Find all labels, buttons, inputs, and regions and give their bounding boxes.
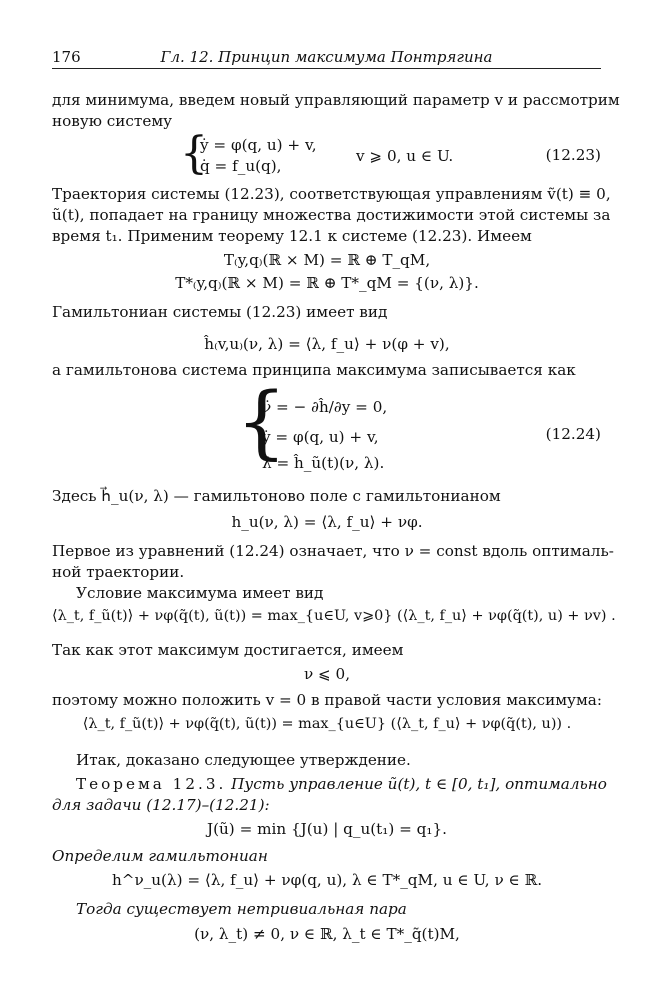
display-equation: h_u(ν, λ) = ⟨λ, f_u⟩ + νφ. xyxy=(231,513,423,531)
equation-line: ẏ = φ(q, u) + v, xyxy=(200,136,317,154)
equation-condition: v ⩾ 0, u ∈ U. xyxy=(356,147,454,165)
equation-number: (12.24) xyxy=(545,425,601,443)
text-line: Так как этот максимум достигается, имеем xyxy=(52,641,404,659)
text-line: Условие максимума имеет вид xyxy=(76,584,324,602)
equation-line: q̇ = f_u(q), xyxy=(200,157,282,175)
display-equation: T*₍y,q₎(ℝ × M) = ℝ ⊕ T*_qM = {(ν, λ)}. xyxy=(175,274,479,292)
text-line: Первое из уравнений (12.24) означает, что ν = const вдоль оптималь- xyxy=(52,542,614,560)
text-line: Здесь h⃗_u(ν, λ) — гамильтоново поле с гамильтонианом xyxy=(52,487,501,505)
theorem-text: Пусть управление ũ(t), t ∈ [0, t₁], оптимально xyxy=(231,775,607,793)
display-equation: ĥ₍v,u₎(ν, λ) = ⟨λ, f_u⟩ + ν(φ + v), xyxy=(204,335,450,353)
text-line: поэтому можно положить v = 0 в правой части условия максимума: xyxy=(52,691,602,709)
display-equation: T₍y,q₎(ℝ × M) = ℝ ⊕ T_qM, xyxy=(223,251,431,269)
text-line: для минимума, введем новый управляющий параметр v и рассмотрим xyxy=(52,91,620,109)
text-line: новую систему xyxy=(52,112,173,130)
equation-number: (12.23) xyxy=(545,146,601,164)
left-brace: { xyxy=(180,128,208,179)
theorem-line xyxy=(76,774,607,795)
display-equation: J(ũ) = min {J(u) | q_u(t₁) = q₁}. xyxy=(207,820,447,838)
text-line: Итак, доказано следующее утверждение. xyxy=(76,751,411,769)
running-header xyxy=(52,44,601,69)
theorem-text: Тогда существует нетривиальная пара xyxy=(76,900,407,918)
theorem-text: для задачи (12.17)–(12.21): xyxy=(52,796,270,814)
text-line: Гамильтониан системы (12.23) имеет вид xyxy=(52,303,388,321)
text-line: Траектория системы (12.23), соответствующая управлениям ṽ(t) ≡ 0, xyxy=(52,185,611,203)
text-line: время t₁. Применим теорему 12.1 к системе (12.23). Имеем xyxy=(52,227,532,245)
equation-line: ẏ = φ(q, u) + v, xyxy=(262,428,379,446)
display-equation: ⟨λ_t, f_ũ(t)⟩ + νφ(q̃(t), ũ(t)) = max_{u∈U} (⟨λ_t, f_u⟩ + νφ(q̃(t), u)) . xyxy=(82,716,572,732)
theorem-text: Определим гамильтониан xyxy=(52,847,268,865)
page-number: 176 xyxy=(52,48,81,66)
display-equation: (ν, λ_t) ≠ 0, ν ∈ ℝ, λ_t ∈ T*_q̃(t)M, xyxy=(194,925,460,943)
display-equation: h^ν_u(λ) = ⟨λ, f_u⟩ + νφ(q, u), λ ∈ T*_qM, u ∈ U, ν ∈ ℝ. xyxy=(111,871,543,889)
left-brace: { xyxy=(236,375,287,468)
running-title: Гл. 12. Принцип максимума Понтрягина xyxy=(160,48,493,66)
text-line: ной траектории. xyxy=(52,563,185,581)
display-equation: ν ⩽ 0, xyxy=(303,665,351,683)
theorem-label: Теорема 12.3. xyxy=(76,775,227,793)
equation-line: ν̇ = − ∂ĥ/∂y = 0, xyxy=(262,398,388,416)
text-line: а гамильтонова система принципа максимума записывается как xyxy=(52,361,576,379)
display-equation: ⟨λ_t, f_ũ(t)⟩ + νφ(q̃(t), ũ(t)) = max_{u∈U, v⩾0} (⟨λ_t, f_u⟩ + νφ(q̃(t), u) + νv) . xyxy=(52,608,616,624)
equation-line: λ̇ = ĥ_ũ(t)(ν, λ). xyxy=(262,454,385,472)
text-line: ũ(t), попадает на границу множества достижимости этой системы за xyxy=(52,206,611,224)
